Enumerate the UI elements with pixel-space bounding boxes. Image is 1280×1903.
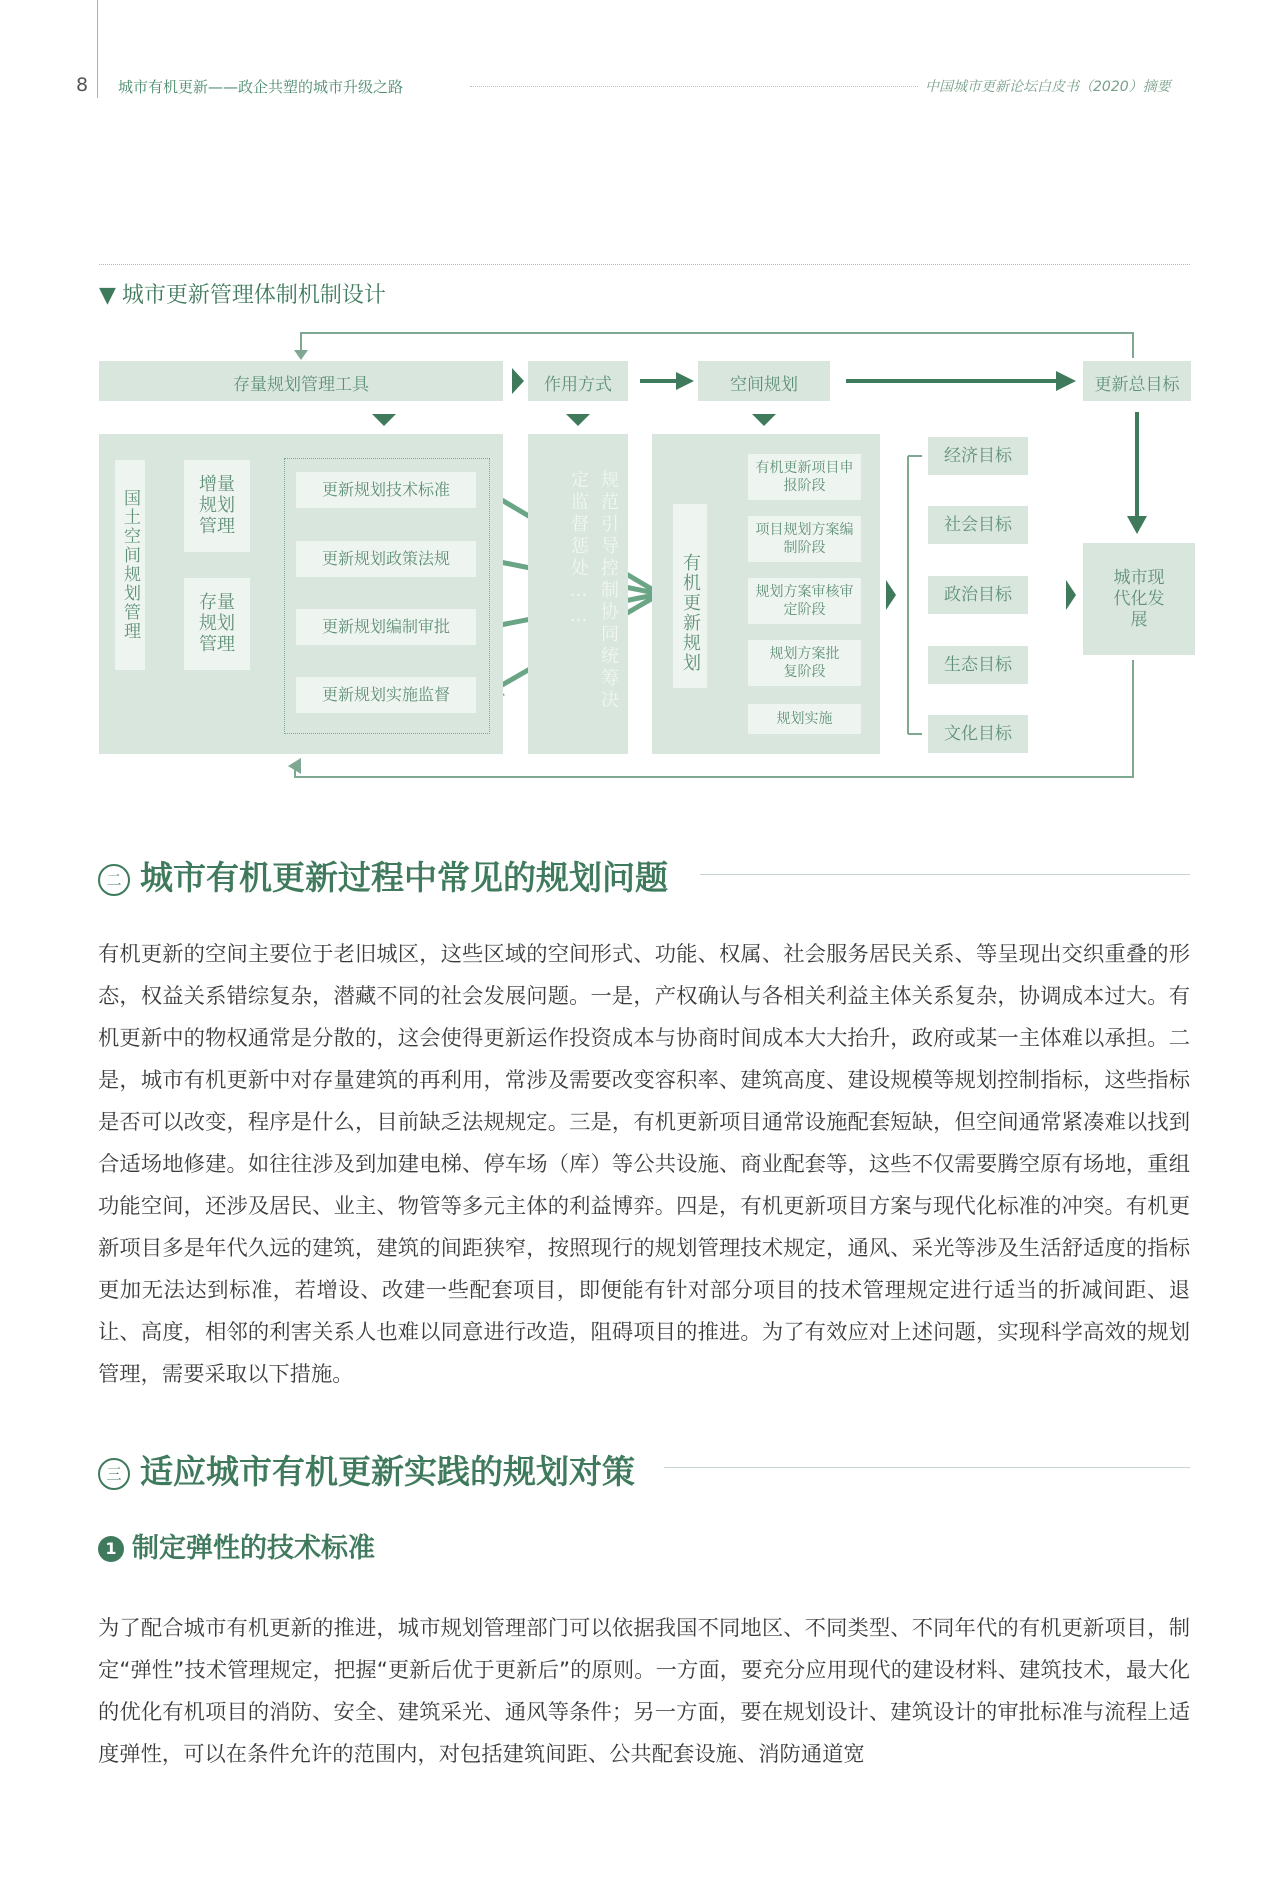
goal-1-box: 社会目标	[928, 506, 1028, 544]
subsection-1-number: 1	[98, 1536, 124, 1562]
increment-box	[184, 460, 250, 552]
page-number: 8	[76, 74, 89, 96]
goal-3-box: 生态目标	[928, 646, 1028, 684]
mode-text: 规范引导控制协同统筹决定监督惩处……	[568, 470, 619, 712]
arrow-down-spatial	[752, 414, 776, 426]
arrow-spatial-to-goal	[1056, 371, 1076, 391]
section-3-number: 三	[98, 1458, 130, 1490]
final-label	[1083, 568, 1195, 631]
section-2-paragraph: 有机更新的空间主要位于老旧城区，这些区域的空间形式、功能、权属、社会服务居民关系、等呈现出交织重叠的形态，权益关系错综复杂，潜藏不同的社会发展问题。一是，产权确认与各相关利益主体关系复杂，协调成本过大。有机更新中的物权通常是分散的，这会使得更新运作投资成本与协商时间成本大大抬升，政府或某一主体难以承担。二是，城市有机更新中对存量建筑的再利用，常涉及需要改变容积率、建筑高度、建设规模等规划控制指标，这些指标是否可以改变，程序是什么，目前缺乏法规规定。三是，有机更新项目通常设施配套短缺，但空间通常紧凑难以找到合适场地修建。如往往涉及到加建电梯、停车场（库）等公共设施、商业配套等，这些不仅需要腾空原有场地，重组功能空间，还涉及居民、业主、物管等多元主体的利益博弈。四是，有机更新项目方案与现代化标准的冲突。有机更新项目多是年代久远的建筑，建筑的间距狭窄，按照现行的规划管理技术规定，通风、采光等涉及生活舒适度的指标更加无法达到标准，若增设、改建一些配套项目，即便能有针对部分项目的技术管理规定进行适当的折减间距、退让、高度，相邻的利害关系人也难以同意进行改造，阻碍项目的推进。为了有效应对上述问题，实现科学高效的规划管理，需要采取以下措施。	[98, 942, 1190, 1387]
stage-0-label: 有机更新项目申报阶段	[755, 460, 854, 494]
tool-item-1: 更新规划政策法规	[296, 541, 476, 577]
land-planning-box: 国土空间规划管理	[115, 460, 145, 670]
section-3-title: 适应城市有机更新实践的规划对策	[140, 1452, 635, 1491]
stock-label: 存量规划管理	[199, 592, 235, 655]
section-2-title: 城市有机更新过程中常见的规划问题	[140, 858, 668, 897]
arrow-goals-to-final	[1066, 580, 1076, 610]
header-right-title: 中国城市更新论坛白皮书（2020）摘要	[925, 79, 1171, 95]
stage-1	[748, 516, 861, 562]
tool-item-2: 更新规划编制审批	[296, 609, 476, 645]
tool-item-0: 更新规划技术标准	[296, 472, 476, 508]
section-2-number: 二	[98, 864, 130, 896]
subsection-1-title: 制定弹性的技术标准	[132, 1533, 375, 1564]
increment-label: 增量规划管理	[199, 474, 235, 537]
stage-3	[748, 640, 861, 686]
stage-2	[748, 578, 861, 624]
header-left-title: 城市有机更新——政企共塑的城市升级之路	[118, 78, 404, 96]
arrow-goal-to-final	[1127, 516, 1147, 534]
stage-0	[748, 454, 861, 500]
triangle-down-icon: ▼	[99, 283, 116, 308]
stage-3-label: 规划方案批复阶段	[769, 646, 840, 680]
spatial-header-label: 空间规划	[730, 375, 798, 395]
goal-header-label: 更新总目标	[1094, 375, 1180, 395]
goal-0-box: 经济目标	[928, 437, 1028, 475]
feedback-arrow-up-left	[288, 758, 301, 774]
arrow-down-tools	[372, 414, 396, 426]
goal-2-box: 政治目标	[928, 576, 1028, 614]
arrow-mode-to-spatial	[676, 372, 694, 390]
section-2-heading	[98, 852, 668, 899]
mode-header-label: 作用方式	[544, 375, 612, 395]
diagram-title-text: 城市更新管理体制机制设计	[121, 283, 386, 308]
goal-4-box: 文化目标	[928, 715, 1028, 753]
stage-4: 规划实施	[748, 704, 861, 734]
arrow-down-mode	[566, 414, 590, 426]
stage-1-label: 项目规划方案编制阶段	[755, 522, 854, 556]
section-2-rule	[700, 874, 1190, 875]
arrow-tools-to-mode	[512, 368, 524, 394]
arrow-spatial-to-goals	[886, 580, 896, 610]
tools-header-label: 存量规划管理工具	[233, 375, 369, 395]
subsection-1-heading	[98, 1526, 375, 1565]
section-3-paragraph: 为了配合城市有机更新的推进，城市规划管理部门可以依据我国不同地区、不同类型、不同年代的有机更新项目，制定“弹性”技术管理规定，把握“更新后优于更新后”的原则。一方面，要充分应用现代的建设材料、建筑技术，最大化的优化有机项目的消防、安全、建筑采光、通风等条件；另一方面，要在规划设计、建筑设计的审批标准与流程上适度弹性，可以在条件允许的范围内，对包括建筑间距、公共配套设施、消防通道宽	[98, 1616, 1190, 1767]
section-3-heading	[98, 1446, 635, 1493]
flow-diagram	[0, 0, 1280, 800]
section-3-rule	[664, 1467, 1190, 1468]
stock-box	[184, 578, 250, 670]
feedback-arrow-down-left	[294, 350, 308, 360]
stage-2-label: 规划方案审核审定阶段	[755, 584, 854, 618]
tool-item-3: 更新规划实施监督	[296, 677, 476, 713]
organic-box: 有机更新规划	[673, 504, 707, 688]
final-label-text: 城市现代化发展	[1113, 568, 1165, 630]
